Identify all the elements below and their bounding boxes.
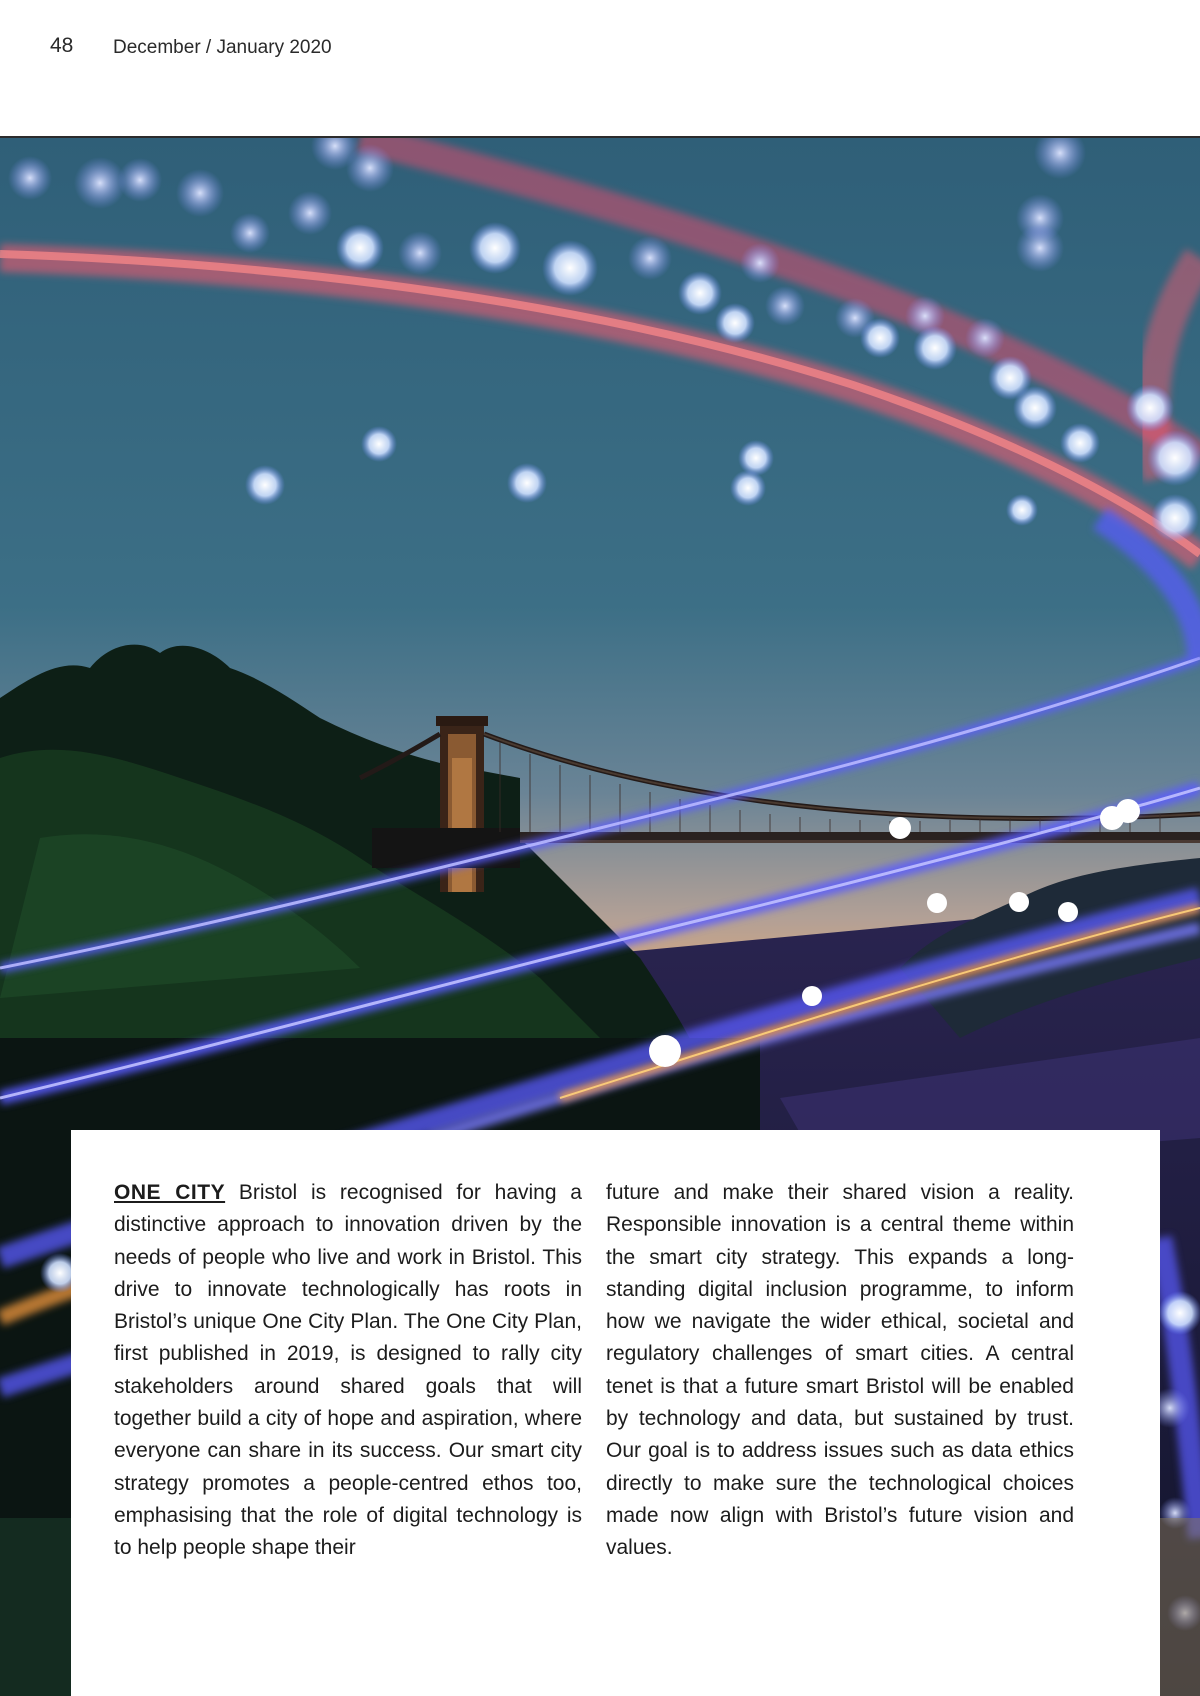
article-body-left: Bristol is recognised for having a distinctive approach to innovation driven by the needs of people who live and work in Bristol. This drive to innovate technologically has roots in Bristol’s unique One City Plan. The One City Plan, first published in 2019, is designed to rally city stakeholders around shared goals that will together build a city of hope and aspiration, where everyone can share in its success. Our smart city strategy promotes a people-centred ethos too, emphasising that the role of digital technology is to help people shape their	[114, 1181, 582, 1560]
article-body-right: future and make their shared vision a reality. Responsible innovation is a central theme within the smart city strategy. This expands a long-standing digital inclusion programme, to inform how we navigate the wider ethical, societal and regulatory challenges of smart cities. A central tenet is that a future smart Bristol will be enabled by technology and data, but sustained by trust. Our goal is to address issues such as data ethics directly to make sure the technological choices made now align with Bristol’s future vision and values.	[606, 1181, 1074, 1560]
article-column-left	[114, 1177, 582, 1565]
issue-date: December / January 2020	[113, 37, 332, 58]
page-number: 48	[50, 34, 74, 57]
lead-in-heading: ONE CITY	[114, 1181, 226, 1204]
article-text-panel	[71, 1130, 1160, 1696]
article-column-right	[606, 1177, 1074, 1565]
page-header	[0, 0, 1200, 136]
